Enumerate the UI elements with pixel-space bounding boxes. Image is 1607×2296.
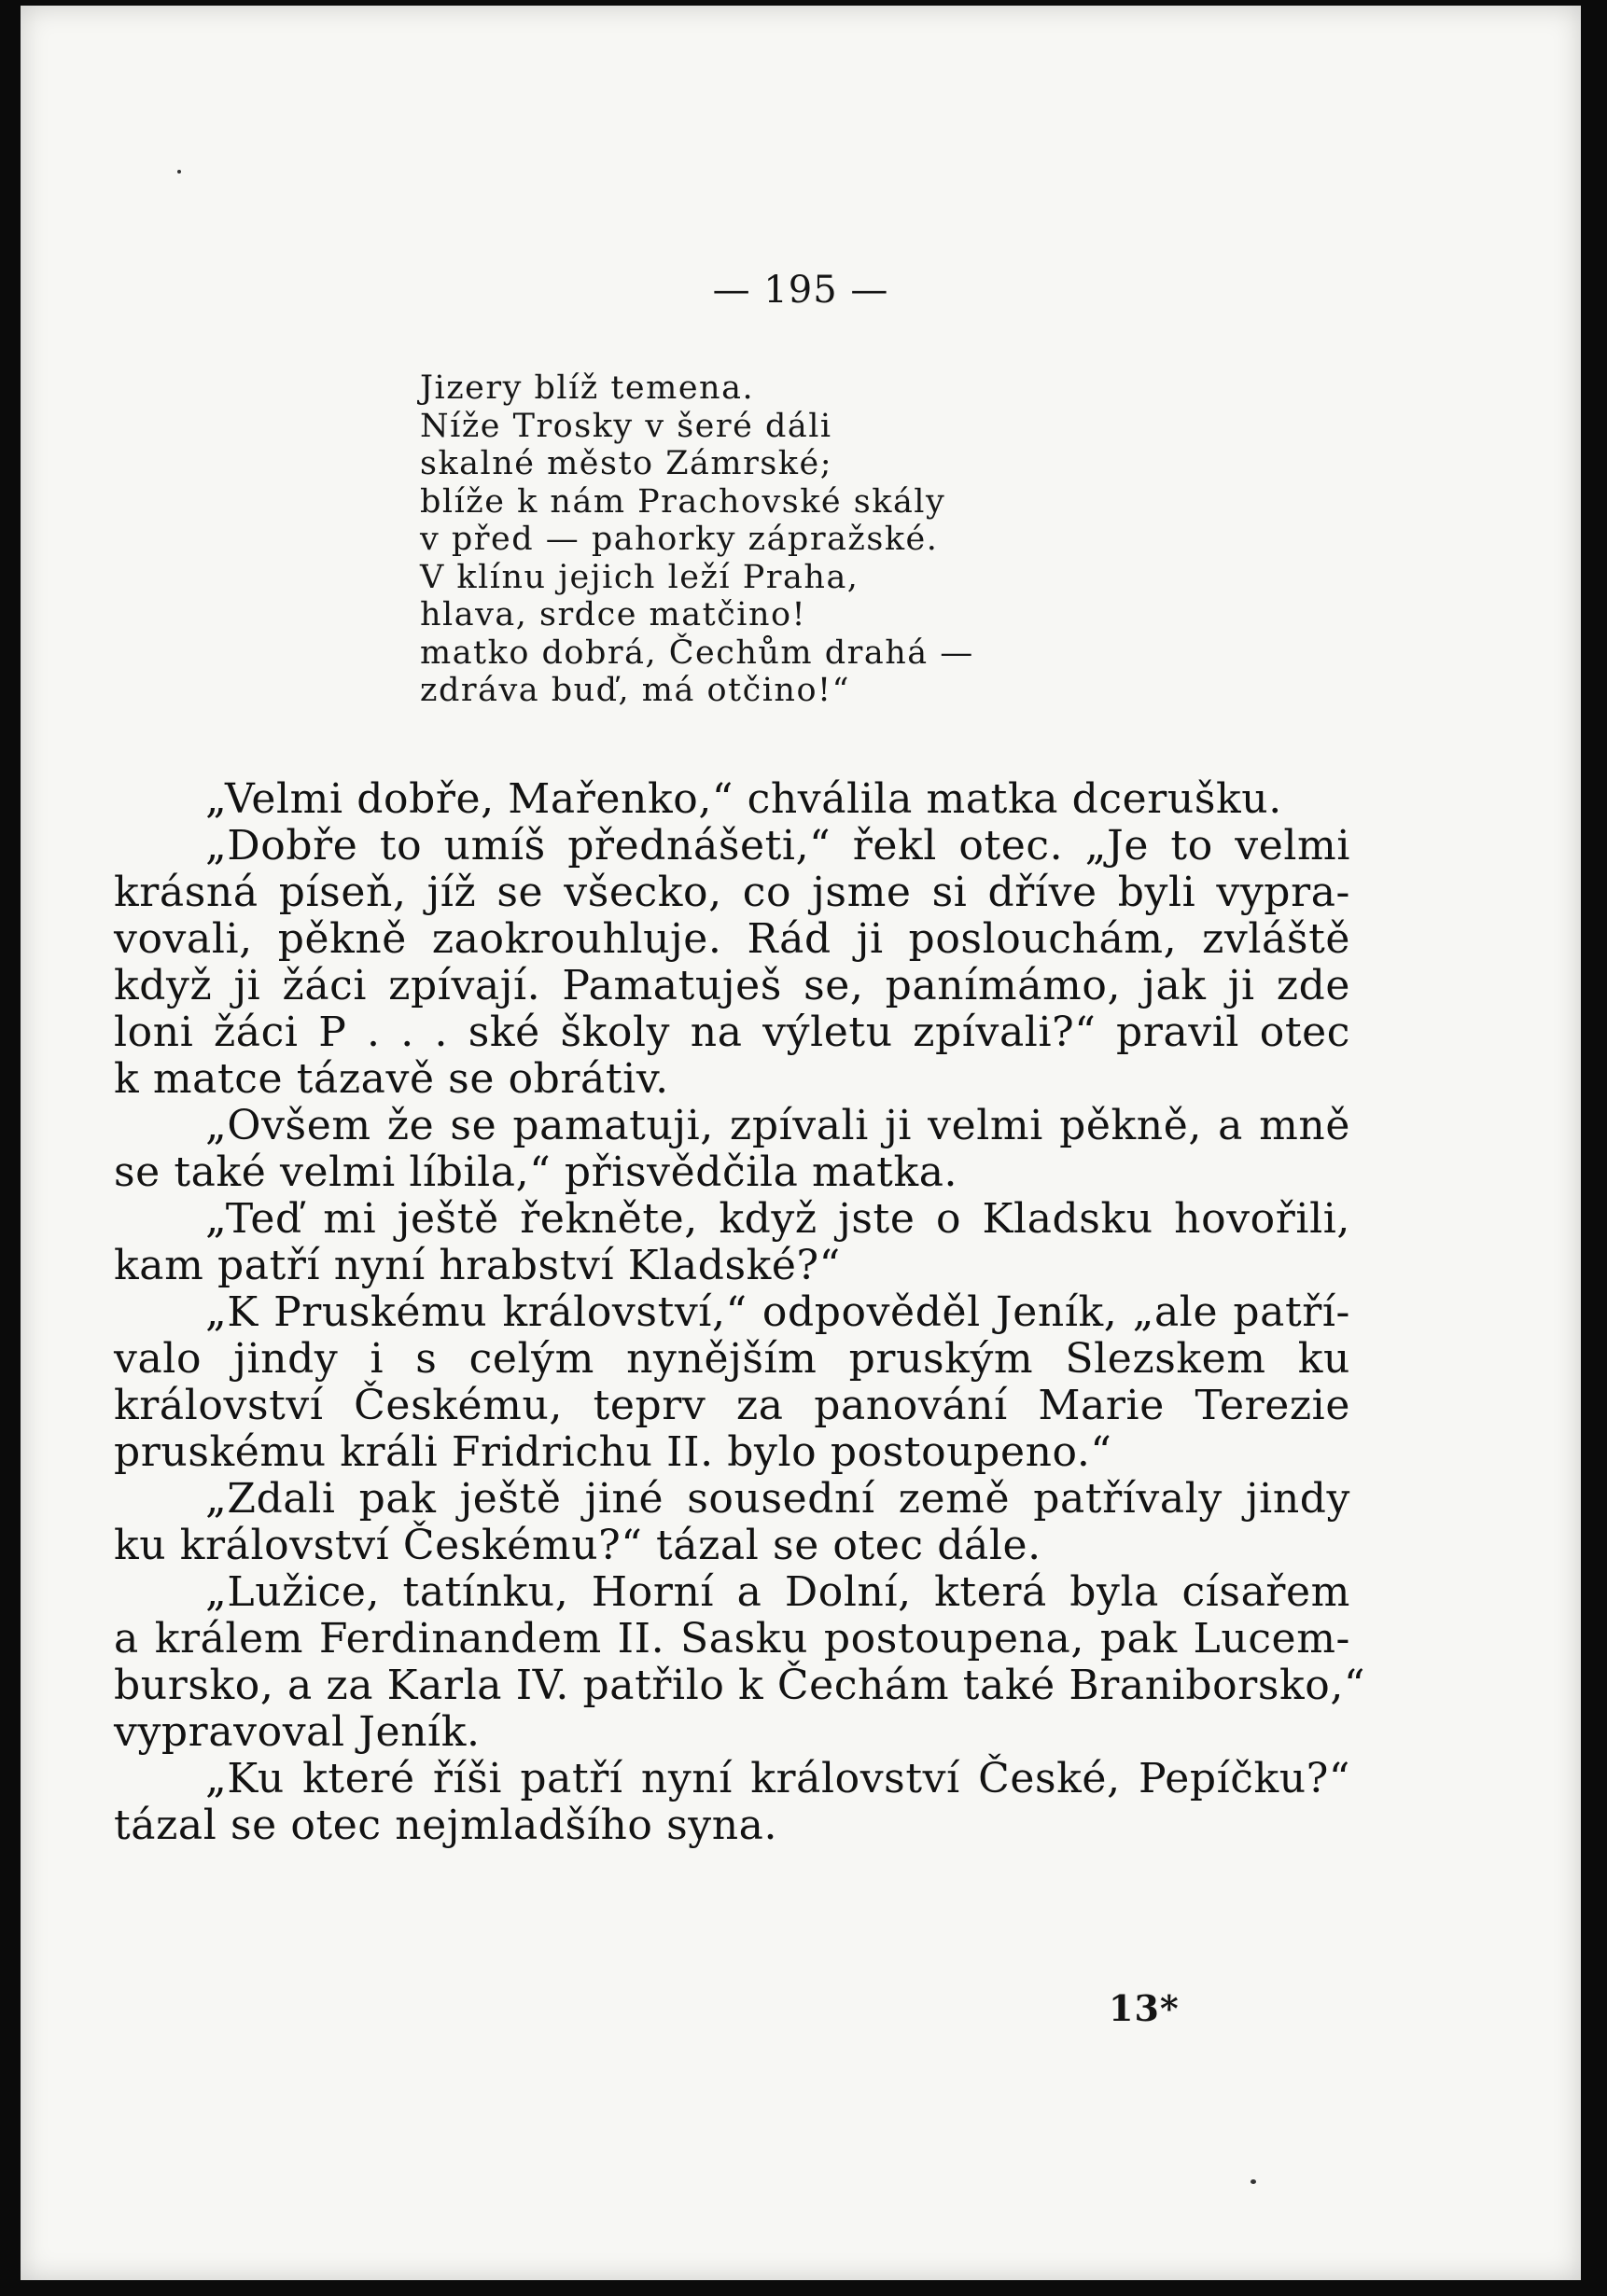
poem-line: matko dobrá, Čechům drahá —	[420, 633, 974, 672]
dust-speck	[1251, 2179, 1256, 2184]
text-line: „Lužice, tatínku, Horní a Dolní, která byla císařem	[205, 1568, 1350, 1616]
text-line: když ji žáci zpívají. Pamatuješ se, panímámo, jak ji zde	[114, 962, 1350, 1009]
text-line: „Zdali pak ještě jiné sousední země patřívaly jindy	[205, 1475, 1350, 1523]
text-line: „Ku které říši patří nyní království České, Pepíčku?“	[205, 1755, 1350, 1802]
poem-line: skalné město Zámrské;	[420, 445, 833, 482]
book-page	[21, 6, 1581, 2280]
poem-line: blíže k nám Prachovské skály	[420, 482, 946, 521]
dust-speck	[177, 170, 181, 174]
text-line: „Dobře to umíš přednášeti,“ řekl otec. „Je to velmi	[205, 822, 1350, 870]
text-line: vovali, pěkně zaokrouhluje. Rád ji poslouchám, zvláště	[114, 915, 1350, 963]
text-line: bursko, a za Karla IV. patřilo k Čechám také Braniborsko,“	[114, 1662, 1366, 1709]
text-line: „K Pruskému království,“ odpověděl Jeník, „ale patří-	[205, 1288, 1350, 1336]
signature-mark: 13*	[1109, 1987, 1180, 2029]
poem-line: V klínu jejich leží Praha,	[420, 558, 859, 596]
text-line: pruskému králi Fridrichu II. bylo postoupeno.“	[114, 1428, 1112, 1476]
poem-line: Níže Trosky v šeré dáli	[420, 407, 832, 445]
text-line: „Velmi dobře, Mařenko,“ chválila matka dcerušku.	[205, 775, 1282, 823]
text-line: „Teď mi ještě řekněte, když jste o Kladsku hovořili,	[205, 1195, 1350, 1243]
poem-line: Jizery blíž temena.	[420, 369, 755, 407]
text-line: kam patří nyní hrabství Kladské?“	[114, 1242, 841, 1289]
text-line: a králem Ferdinandem II. Sasku postoupena, pak Lucem-	[114, 1615, 1350, 1663]
text-line: „Ovšem že se pamatuji, zpívali ji velmi pěkně, a mně	[205, 1102, 1350, 1149]
poem-line: zdráva buď, má otčino!“	[420, 672, 850, 709]
text-line: vypravoval Jeník.	[114, 1708, 481, 1756]
text-line: krásná píseň, jíž se všecko, co jsme si dříve byli vypra-	[114, 869, 1350, 916]
text-line: království Českému, teprv za panování Marie Terezie	[114, 1382, 1350, 1429]
text-line: k matce tázavě se obrátiv.	[114, 1055, 669, 1103]
text-line: tázal se otec nejmladšího syna.	[114, 1802, 778, 1849]
poem-line: hlava, srdce matčino!	[420, 596, 807, 633]
text-line: se také velmi líbila,“ přisvědčila matka.	[114, 1148, 958, 1196]
text-line: ku království Českému?“ tázal se otec dále.	[114, 1522, 1041, 1569]
poem-line: v před — pahorky zápražské.	[420, 521, 939, 558]
poem-block	[420, 369, 1129, 710]
page-number: — 195 —	[712, 269, 889, 312]
prose-block	[114, 775, 1366, 1849]
text-line: valo jindy i s celým nynějším pruským Slezskem ku	[114, 1335, 1350, 1383]
text-line: loni žáci P . . . ské školy na výletu zpívali?“ pravil otec	[114, 1009, 1350, 1056]
